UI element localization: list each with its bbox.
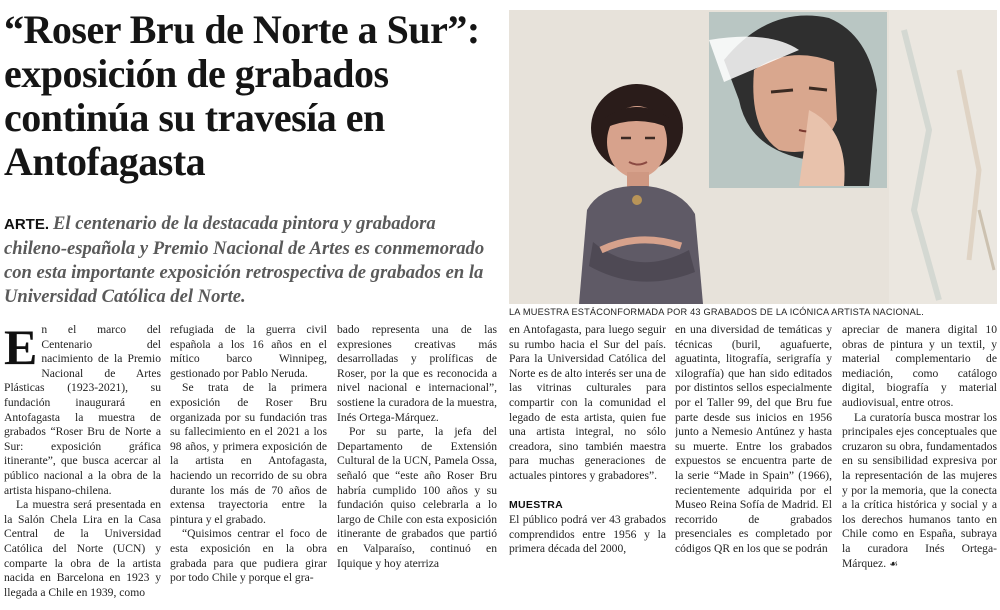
paragraph: El público podrá ver 43 grabados comprendidos entre 1956 y la primera década del 2000, xyxy=(509,513,666,556)
body-column-6 xyxy=(842,323,997,607)
paragraph: en una diversidad de temáticas y técnicas (buril, aguafuerte, aguatinta, litografía, serigrafía y xilografía) que han sido editados por distintos sellos especialmente por el Taller 99, del que Bru fue parte desde sus inicios en 1956 junto a Nemesio Antúnez y hasta su muerte. Entre los grabados expuestos se encuentra parte de la serie “Made in Spain” (1966), recientemente adquirida por el Museo Reina Sofía de Madrid. El recorrido de grabados presenciales es completado por códigos QR en los que se podrán xyxy=(675,323,832,555)
paragraph: “Quisimos centrar el foco de esta exposición en la obra grabada para que pudiera girar por todo Chile y porque el gra- xyxy=(170,527,327,585)
paragraph: refugiada de la guerra civil española a los 16 años en el mítico barco Winnipeg, gestionado por Pablo Neruda. xyxy=(170,323,327,380)
photo-caption: LA MUESTRA ESTÁCONFORMADA POR 43 GRABADOS DE LA ICÓNICA ARTISTA NACIONAL. xyxy=(509,307,925,317)
article-lead xyxy=(4,212,494,309)
drop-cap: E xyxy=(4,323,38,375)
paragraph: apreciar de manera digital 10 obras de pintura y un textil, y material complementario de mediación, como catálogo digital, biografía y material audiovisual, entre otros. xyxy=(842,323,997,409)
paragraph: La muestra será presentada en la Salón Chela Lira en la Casa Central de la Universidad Católica del Norte (UCN) y comparte la obra de la artista nacida en Barcelona en 1923 y llegada a Chile en 1939, como xyxy=(4,498,161,599)
paragraph-text: La curatoría busca mostrar los principales ejes conceptuales que cruzaron su obra, fundamentados en su sensibilidad expresiva por la representación de las mujeres y por la memoria, que la conecta a la crítica histórica y social y a los derechos humanos tanto en Chile como en España, subraya la curadora Inés Ortega-Márquez. xyxy=(842,410,997,570)
article-photo xyxy=(509,10,997,304)
subheading: MUESTRA xyxy=(509,498,564,511)
paragraph: bado representa una de las expresiones creativas más desarrolladas y prolíficas de Roser, por la que es reconocida a nivel nacional e internacional”, sostiene la curadora de la muestra, Inés Ortega-Márquez. xyxy=(337,323,497,424)
paragraph: Se trata de la primera exposición de Roser Bru organizada por su fundación tras su fallecimiento en el 2021 a los 98 años, y primera exposición de la artista en Antofagasta, haciendo un recorrido de su obra durante los más de 70 años de extensa trayectoria entre la pintura y el grabado. xyxy=(170,381,327,526)
body-column-1 xyxy=(4,323,161,607)
lead-text: El centenario de la destacada pintora y grabadora chileno-española y Premio Nacional de Artes es conmemorado con esta importante exposición retrospectiva de grabados en la Universidad Católica del Norte. xyxy=(4,213,485,307)
article-headline: “Roser Bru de Norte a Sur”: exposición de grabados continúa su travesía en Antofagasta xyxy=(4,7,480,184)
body-column-2 xyxy=(170,323,327,607)
body-column-3 xyxy=(337,323,497,607)
body-column-4 xyxy=(509,323,666,607)
paragraph: Por su parte, la jefa del Departamento de Extensión Cultural de la UCN, Pamela Ossa, señaló que “este año Roser Bru habría cumplido 100 años y su fundación quiso celebrarla a lo largo de Chile con esta exposición itinerante de grabados que partió en Valparaíso, continuó en Iquique y hoy aterriza xyxy=(337,425,497,570)
end-mark-icon: ☙ xyxy=(889,558,899,570)
paragraph: en Antofagasta, para luego seguir su rumbo hacia el Sur del país. Para la Universidad Católica del Norte es de alto interés ser una de las vitrinas culturales para compartir con la comunidad el legado de esta artista, quien fue una artista integral, no sólo creadora, sino también maestra para muchas generaciones de actuales pintores y grabadores”. xyxy=(509,323,666,482)
paragraph-text: n el marco del Centenario del nacimiento de la Premio Nacional de Artes Plásticas (1923-2021), su fundación inaugurará en Antofagasta la muestra de grabados “Roser Bru de Norte a Sur: exposición gráfica itinerante”, que busca acercar al público nacional a la obra de la artista hispano-chilena. xyxy=(4,323,161,497)
body-column-5 xyxy=(675,323,832,607)
paragraph xyxy=(842,411,997,573)
paragraph xyxy=(4,323,161,498)
section-tag: ARTE. xyxy=(4,216,49,233)
